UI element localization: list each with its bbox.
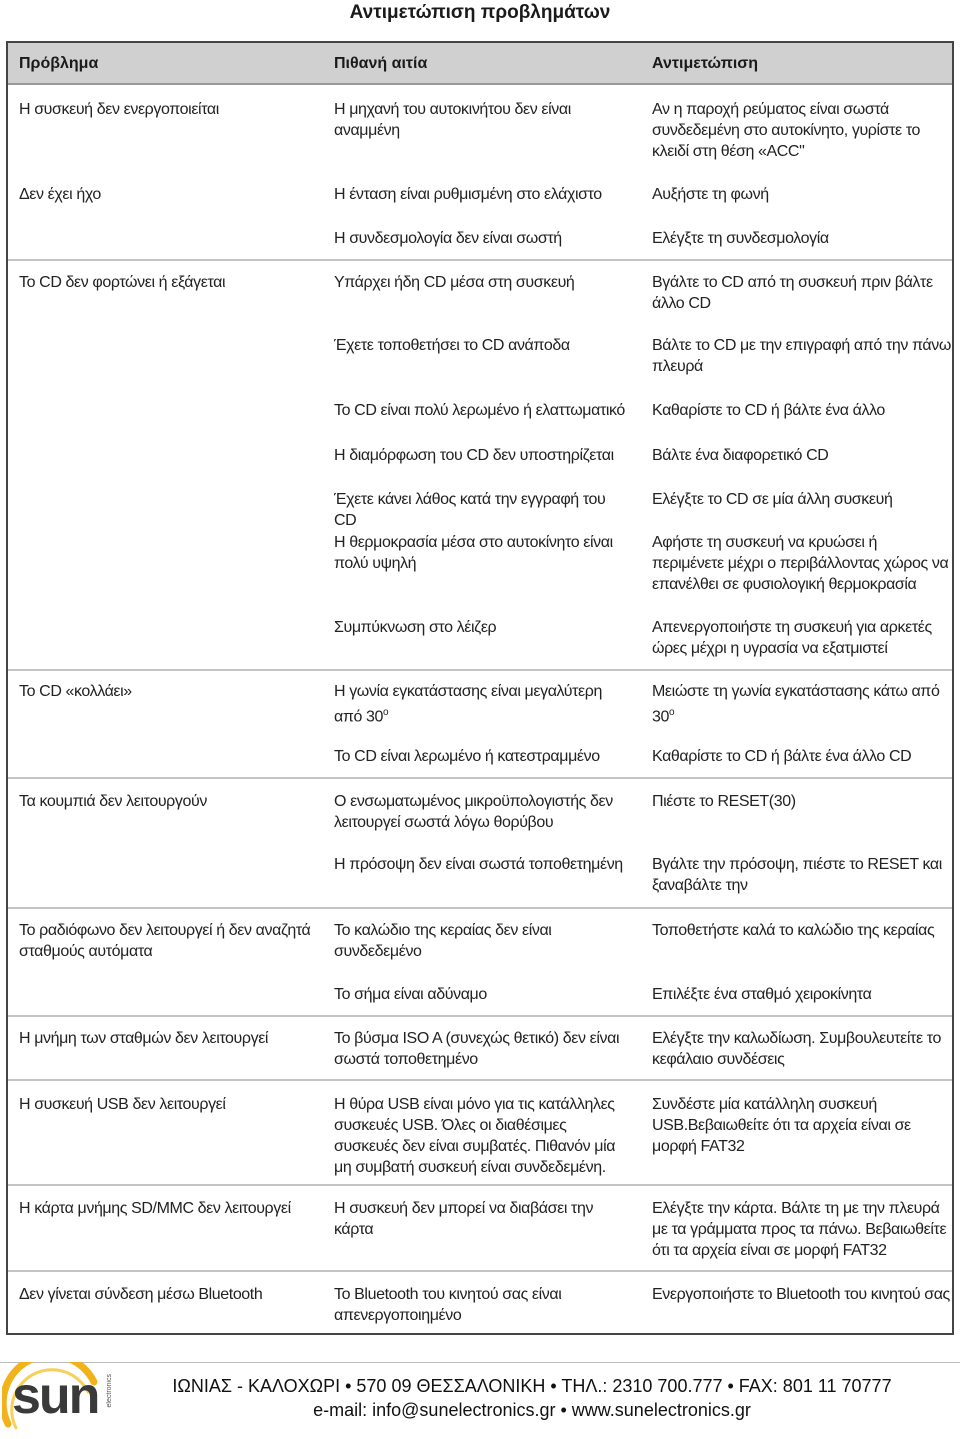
cell-cause: Η πρόσοψη δεν είναι σωστά τοποθετημένη bbox=[334, 856, 623, 873]
row-divider bbox=[8, 259, 952, 261]
cell-problem: Η συσκευή δεν ενεργοποιείται bbox=[19, 101, 219, 118]
cell-solution: Αφήστε τη συσκευή να κρυώσει ή περιμένετε μέχρι ο περιβάλλοντας χώρος να επανέλθει σε φυσιολογική θερμοκρασία bbox=[652, 534, 949, 593]
row-divider bbox=[8, 1079, 952, 1081]
cell-cause: Έχετε κάνει λάθος κατά την εγγραφή του CD bbox=[334, 491, 606, 529]
row-divider bbox=[8, 1015, 952, 1017]
cell-solution: Βάλτε το CD με την επιγραφή από την πάνω πλευρά bbox=[652, 337, 951, 375]
cell-solution: Πιέστε το RESET(30) bbox=[652, 793, 796, 810]
cell-cause: Έχετε τοποθετήσει το CD ανάποδα bbox=[334, 337, 570, 354]
cell-cause: Το καλώδιο της κεραίας δεν είναι συνδεδεμένο bbox=[334, 922, 552, 960]
cell-cause: Η γωνία εγκατάστασης είναι μεγαλύτερη από $30^o$ bbox=[334, 683, 602, 726]
cell-cause: Υπάρχει ήδη CD μέσα στη συσκευή bbox=[334, 274, 575, 291]
cell-problem: Δεν γίνεται σύνδεση μέσω Bluetooth bbox=[19, 1286, 263, 1303]
cell-cause: Η θύρα USB είναι μόνο για τις κατάλληλες συσκευές USB. Όλες οι διαθέσιμες συσκευές δεν είναι συμβατές. Πιθανόν μία μη συμβατή συσκευή είναι συνδεδεμένη. bbox=[334, 1096, 616, 1176]
header-problem: Πρόβλημα bbox=[19, 55, 99, 72]
troubleshooting-table bbox=[6, 41, 954, 1335]
footer-divider bbox=[0, 1362, 960, 1363]
cell-cause: Το CD είναι λερωμένο ή κατεστραμμένο bbox=[334, 748, 600, 765]
row-divider bbox=[8, 1270, 952, 1272]
cell-solution: Ελέγξτε την καλωδίωση. Συμβουλευτείτε το κεφάλαιο συνδέσεις bbox=[652, 1030, 941, 1068]
header-solution: Αντιμετώπιση bbox=[652, 55, 759, 72]
cell-problem: Η συσκευή USB δεν λειτουργεί bbox=[19, 1096, 226, 1113]
cell-problem: Το ραδιόφωνο δεν λειτουργεί ή δεν αναζητά σταθμούς αυτόματα bbox=[19, 922, 311, 960]
cell-cause: Το CD είναι πολύ λερωμένο ή ελαττωματικό bbox=[334, 402, 625, 419]
row-divider bbox=[8, 777, 952, 779]
cell-cause: Η θερμοκρασία μέσα στο αυτοκίνητο είναι πολύ υψηλή bbox=[334, 534, 613, 572]
logo-wordmark: sun bbox=[12, 1367, 99, 1425]
cell-cause: Συμπύκνωση στο λέιζερ bbox=[334, 619, 497, 636]
cell-cause: Η ένταση είναι ρυθμισμένη στο ελάχιστο bbox=[334, 186, 602, 203]
cell-problem: Τα κουμπιά δεν λειτουργούν bbox=[19, 793, 207, 810]
cell-solution: Επιλέξτε ένα σταθμό χειροκίνητα bbox=[652, 986, 872, 1003]
cell-cause: Η συνδεσμολογία δεν είναι σωστή bbox=[334, 230, 562, 247]
logo-subtitle: electronics bbox=[106, 1374, 113, 1408]
cell-problem: Η κάρτα μνήμης SD/MMC δεν λειτουργεί bbox=[19, 1200, 291, 1217]
cell-problem: Δεν έχει ήχο bbox=[19, 186, 101, 203]
footer-address: ΙΩΝΙΑΣ - ΚΑΛΟΧΩΡΙ • 570 09 ΘΕΣΣΑΛΟΝΙΚΗ • ΤΗΛ.: 2310 700.777 • FAX: 801 11 70777 bbox=[172, 1376, 892, 1396]
cell-cause: Η διαμόρφωση του CD δεν υποστηρίζεται bbox=[334, 447, 614, 464]
cell-cause: Το Bluetooth του κινητού σας είναι απενεργοποιημένο bbox=[334, 1286, 562, 1324]
cell-solution: Καθαρίστε το CD ή βάλτε ένα άλλο CD bbox=[652, 748, 912, 765]
row-divider bbox=[8, 1184, 952, 1186]
row-divider bbox=[8, 907, 952, 909]
cell-solution: Καθαρίστε το CD ή βάλτε ένα άλλο bbox=[652, 402, 885, 419]
cell-cause: Ο ενσωματωμένος μικροϋπολογιστής δεν λειτουργεί σωστά λόγω θορύβου bbox=[334, 793, 613, 831]
cell-solution: Βάλτε ένα διαφορετικό CD bbox=[652, 447, 829, 464]
cell-problem: Η μνήμη των σταθμών δεν λειτουργεί bbox=[19, 1030, 269, 1047]
page-title: Αντιμετώπιση προβλημάτων bbox=[349, 2, 611, 23]
cell-solution: Απενεργοποιήστε τη συσκευή για αρκετές ώρες μέχρι η υγρασία να εξατμιστεί bbox=[652, 619, 932, 657]
cell-problem: Το CD δεν φορτώνει ή εξάγεται bbox=[19, 274, 226, 291]
cell-solution: Ελέγξτε το CD σε μία άλλη συσκευή bbox=[652, 491, 893, 508]
cell-solution: Τοποθετήστε καλά το καλώδιο της κεραίας bbox=[652, 922, 935, 939]
cell-solution: Μειώστε τη γωνία εγκατάστασης κάτω από $30^o$ bbox=[652, 683, 940, 726]
sun-electronics-logo bbox=[2, 1362, 122, 1434]
cell-solution: Ενεργοποιήστε το Bluetooth του κινητού σας bbox=[652, 1286, 950, 1303]
degree-mark: ο bbox=[383, 707, 389, 718]
header-cause: Πιθανή αιτία bbox=[334, 55, 428, 72]
cell-cause: Το σήμα είναι αδύναμο bbox=[334, 986, 487, 1003]
cell-solution: Ελέγξτε τη συνδεσμολογία bbox=[652, 230, 829, 247]
cell-solution: Συνδέστε μία κατάλληλη συσκευή USB.Βεβαιωθείτε ότι τα αρχεία είναι σε μορφή FAT32 bbox=[652, 1096, 911, 1155]
cell-solution: Ελέγξτε την κάρτα. Βάλτε τη με την πλευρά με τα γράμματα προς τα πάνω. Βεβαιωθείτε ότι τα αρχεία είναι σε μορφή FAT32 bbox=[652, 1200, 947, 1259]
cell-cause: Το βύσμα ISO A (συνεχώς θετικό) δεν είναι σωστά τοποθετημένο bbox=[334, 1030, 620, 1068]
cell-cause: Η μηχανή του αυτοκινήτου δεν είναι αναμμένη bbox=[334, 101, 571, 139]
cell-problem: Το CD «κολλάει» bbox=[19, 683, 132, 700]
cell-solution: Βγάλτε την πρόσοψη, πιέστε το RESET και ξαναβάλτε την bbox=[652, 856, 942, 894]
cell-cause: Η συσκευή δεν μπορεί να διαβάσει την κάρτα bbox=[334, 1200, 594, 1238]
cell-solution: Αν η παροχή ρεύματος είναι σωστά συνδεδεμένη στο αυτοκίνητο, γυρίστε το κλειδί στη θέση «ACC" bbox=[652, 101, 921, 160]
row-divider bbox=[8, 669, 952, 671]
footer-contact: e-mail: info@sunelectronics.gr • www.sunelectronics.gr bbox=[313, 1400, 751, 1420]
degree-mark: ο bbox=[669, 707, 675, 718]
table-header bbox=[8, 43, 952, 85]
cell-solution: Βγάλτε το CD από τη συσκευή πριν βάλτε άλλο CD bbox=[652, 274, 933, 312]
cell-solution: Αυξήστε τη φωνή bbox=[652, 186, 769, 203]
